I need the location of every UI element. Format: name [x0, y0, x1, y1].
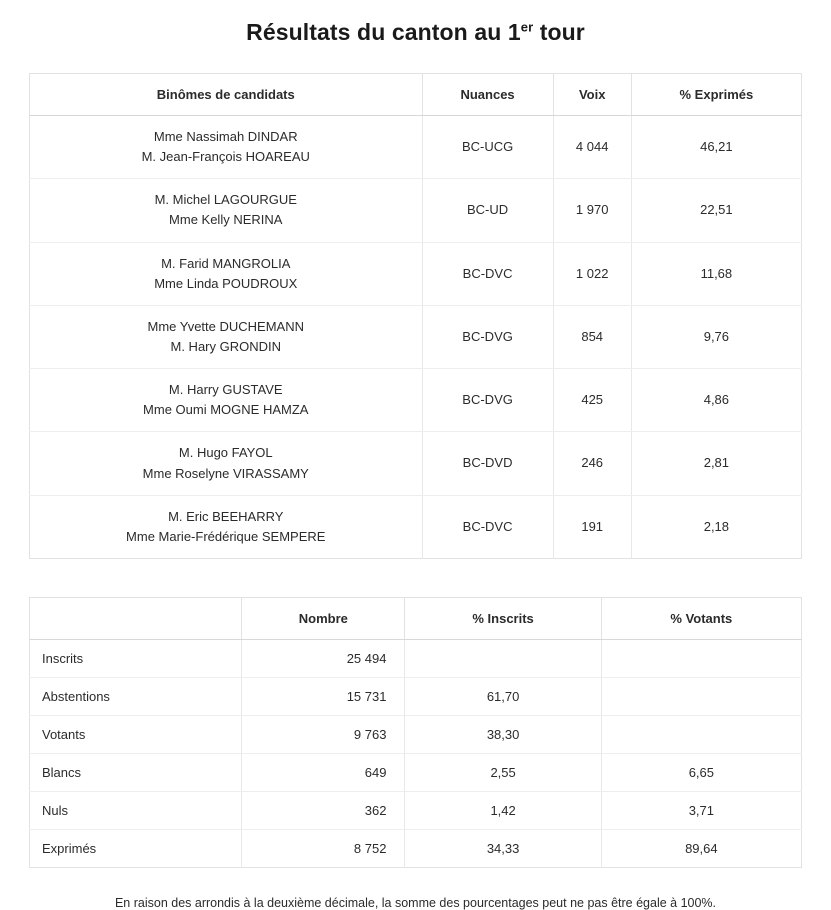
stat-pct-inscrits: 34,33 [405, 829, 601, 867]
candidate-name-1: M. Harry GUSTAVE [168, 382, 283, 398]
stat-nombre: 8 752 [242, 829, 405, 867]
candidate-name-1: M. Michel LAGOURGUE [154, 192, 297, 208]
table-row [30, 369, 802, 432]
footnote: En raison des arrondis à la deuxième décimale, la somme des pourcentages peut ne pas être égale à 100%. [114, 895, 717, 910]
column-header-pct-inscrits: % Inscrits [405, 597, 601, 639]
candidate-pair [30, 369, 423, 432]
stat-pct-inscrits: 2,55 [405, 753, 601, 791]
candidate-name-2: Mme Oumi MOGNE HAMZA [143, 402, 309, 418]
table-row [30, 677, 802, 715]
column-header-voix: Voix [553, 74, 631, 116]
stat-label: Nuls [30, 791, 242, 829]
stat-pct-votants [601, 639, 801, 677]
table-row [30, 116, 802, 179]
voix-value: 191 [553, 495, 631, 558]
candidate-pair [30, 495, 423, 558]
stats-table-wrapper [29, 597, 802, 868]
candidate-name-1: Mme Yvette DUCHEMANN [147, 318, 304, 334]
stat-pct-votants [601, 715, 801, 753]
voix-value: 246 [553, 432, 631, 495]
participation-table [29, 597, 802, 868]
results-table-wrapper [29, 73, 802, 559]
pct-exprimes-value: 2,18 [703, 518, 730, 534]
stat-pct-votants [601, 677, 801, 715]
table-row [30, 715, 802, 753]
stat-pct-inscrits [405, 639, 601, 677]
stat-nombre: 9 763 [242, 715, 405, 753]
column-header-nuances: Nuances [422, 74, 553, 116]
stat-nombre: 362 [242, 791, 405, 829]
stat-pct-votants: 3,71 [601, 791, 801, 829]
candidate-pair [30, 432, 423, 495]
table-row [30, 179, 802, 242]
pct-exprimes-value: 22,51 [631, 179, 801, 242]
candidate-name-2: Mme Roselyne VIRASSAMY [142, 465, 309, 481]
pct-exprimes-value: 4,86 [631, 369, 801, 432]
candidate-name-1: M. Eric BEEHARRY [168, 508, 284, 524]
column-header-pct-exprimes: % Exprimés [631, 74, 801, 116]
column-header-pct-votants: % Votants [601, 597, 801, 639]
candidate-name-2: Mme Linda POUDROUX [154, 275, 298, 291]
candidate-pair [30, 116, 423, 179]
table-row [30, 495, 802, 558]
candidate-pair [30, 242, 423, 305]
page-title-superscript: er [520, 19, 534, 35]
candidate-name-1: M. Farid MANGROLIA [161, 255, 291, 271]
candidate-name-2: Mme Kelly NERINA [169, 212, 283, 228]
column-header-nombre: Nombre [242, 597, 405, 639]
results-table-header-row [30, 74, 802, 116]
candidate-name-2: M. Jean-François HOAREAU [141, 149, 310, 165]
table-row [30, 753, 802, 791]
table-row [30, 639, 802, 677]
stat-label: Inscrits [30, 639, 242, 677]
candidate-pair [30, 179, 423, 242]
nuance-value: BC-DVG [422, 369, 553, 432]
page-title-main: Résultats du canton au 1 [246, 19, 521, 45]
stat-pct-inscrits: 1,42 [405, 791, 601, 829]
table-row [30, 305, 802, 368]
voix-value: 4 044 [553, 116, 631, 179]
nuance-value: BC-DVC [422, 242, 553, 305]
stat-label: Blancs [30, 753, 242, 791]
stat-nombre: 15 731 [242, 677, 405, 715]
page-title [0, 19, 831, 46]
stat-label: Exprimés [30, 829, 242, 867]
page-title-tail: tour [533, 19, 585, 45]
pct-exprimes-value: 11,68 [631, 242, 801, 305]
voix-value: 854 [553, 305, 631, 368]
stat-pct-inscrits: 38,30 [405, 715, 601, 753]
stat-pct-votants: 6,65 [601, 753, 801, 791]
stat-label: Votants [30, 715, 242, 753]
pct-exprimes-value: 9,76 [631, 305, 801, 368]
voix-value: 1 970 [553, 179, 631, 242]
stat-label: Abstentions [30, 677, 242, 715]
column-header-blank [30, 597, 242, 639]
pct-exprimes-value: 46,21 [631, 116, 801, 179]
table-row [30, 242, 802, 305]
pct-exprimes-value: 2,81 [631, 432, 801, 495]
table-row [30, 432, 802, 495]
stat-pct-votants: 89,64 [685, 840, 718, 856]
stat-nombre: 25 494 [242, 639, 405, 677]
nuance-value: BC-DVC [422, 495, 553, 558]
table-row [30, 829, 802, 867]
nuance-value: BC-DVG [422, 305, 553, 368]
candidate-name-2: M. Hary GRONDIN [170, 338, 281, 354]
candidate-name-1: Mme Nassimah DINDAR [153, 129, 298, 144]
results-page [0, 19, 831, 910]
table-row [30, 791, 802, 829]
nuance-value: BC-DVD [422, 432, 553, 495]
stat-pct-inscrits: 61,70 [405, 677, 601, 715]
column-header-candidates: Binômes de candidats [30, 74, 423, 116]
voix-value: 1 022 [553, 242, 631, 305]
candidate-pair [30, 305, 423, 368]
nuance-value: BC-UCG [422, 116, 553, 179]
results-table [29, 73, 802, 559]
stat-nombre: 649 [242, 753, 405, 791]
stats-table-header-row [30, 597, 802, 639]
nuance-value: BC-UD [422, 179, 553, 242]
candidate-name-1: M. Hugo FAYOL [178, 445, 273, 461]
voix-value: 425 [553, 369, 631, 432]
candidate-name-2: Mme Marie-Frédérique SEMPERE [126, 528, 326, 544]
